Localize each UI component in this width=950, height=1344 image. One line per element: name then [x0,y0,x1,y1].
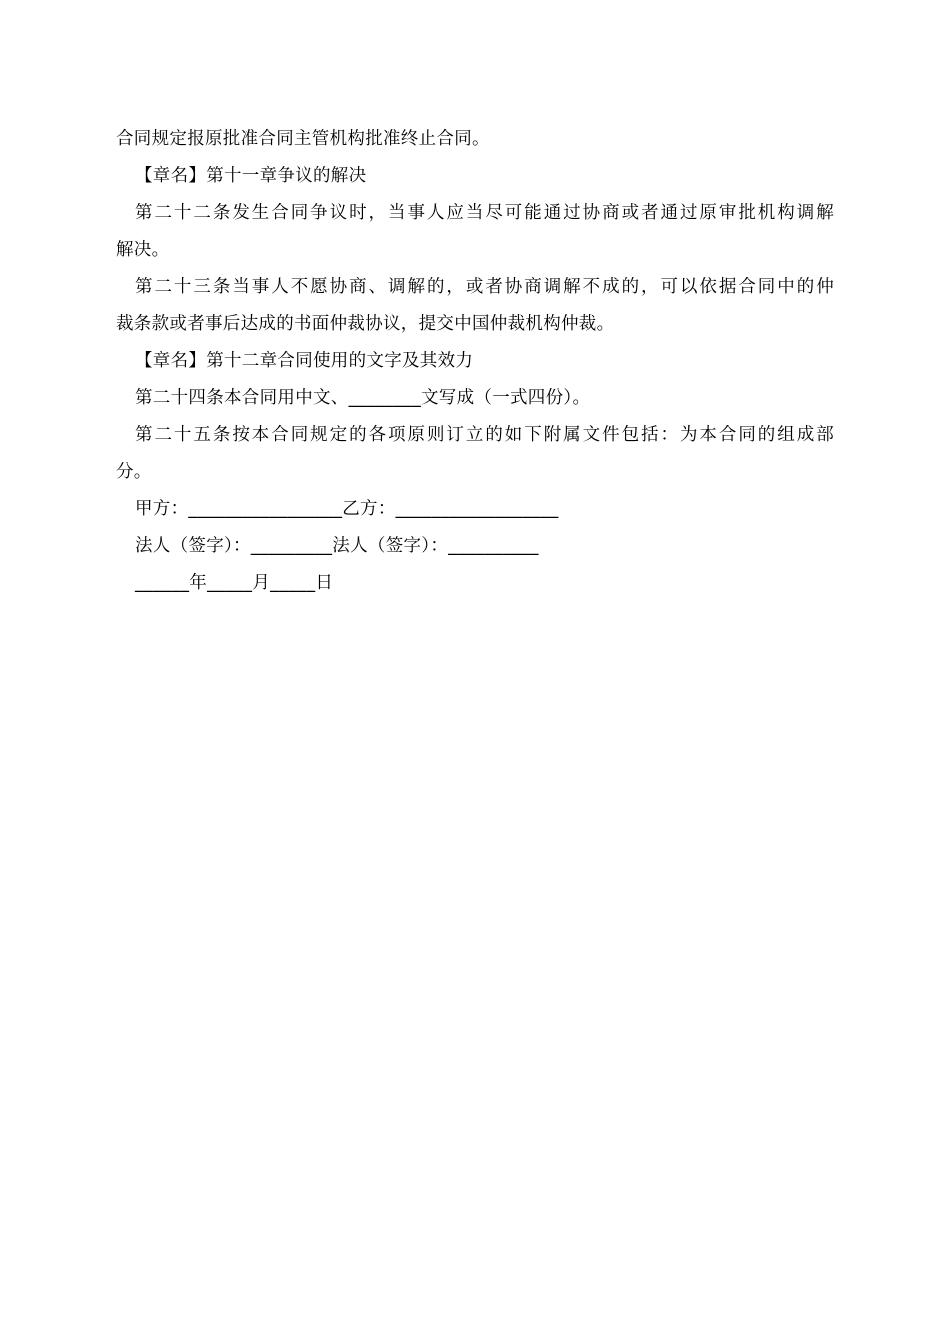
legal-rep-signature-line: 法人（签字）：_________法人（签字）：__________ [135,536,539,556]
article-24: 第二十四条本合同用中文、________文写成（一式四份）。 [135,388,591,408]
article-23-line-1: 第二十三条当事人不愿协商、调解的，或者协商调解不成的，可以依据合同中的仲 [135,277,834,297]
article-22-line-1: 第二十二条发生合同争议时，当事人应当尽可能通过协商或者通过原审批机构调解 [135,203,834,223]
chapter-heading-12: 【章名】第十二章合同使用的文字及其效力 [135,351,474,371]
date-line: ______年_____月_____日 [135,573,334,593]
party-signature-line: 甲方：_________________乙方：__________________ [135,499,559,519]
article-25-line-1: 第二十五条按本合同规定的各项原则订立的如下附属文件包括：为本合同的组成部 [135,425,834,445]
article-25-line-2: 分。 [116,462,152,482]
document-body [116,121,834,602]
article-23-line-2: 裁条款或者事后达成的书面仲裁协议，提交中国仲裁机构仲裁。 [116,314,615,334]
text-line-contract-termination: 合同规定报原批准合同主管机构批准终止合同。 [116,129,490,149]
article-22-line-2: 解决。 [116,240,170,260]
chapter-heading-11: 【章名】第十一章争议的解决 [135,166,367,186]
